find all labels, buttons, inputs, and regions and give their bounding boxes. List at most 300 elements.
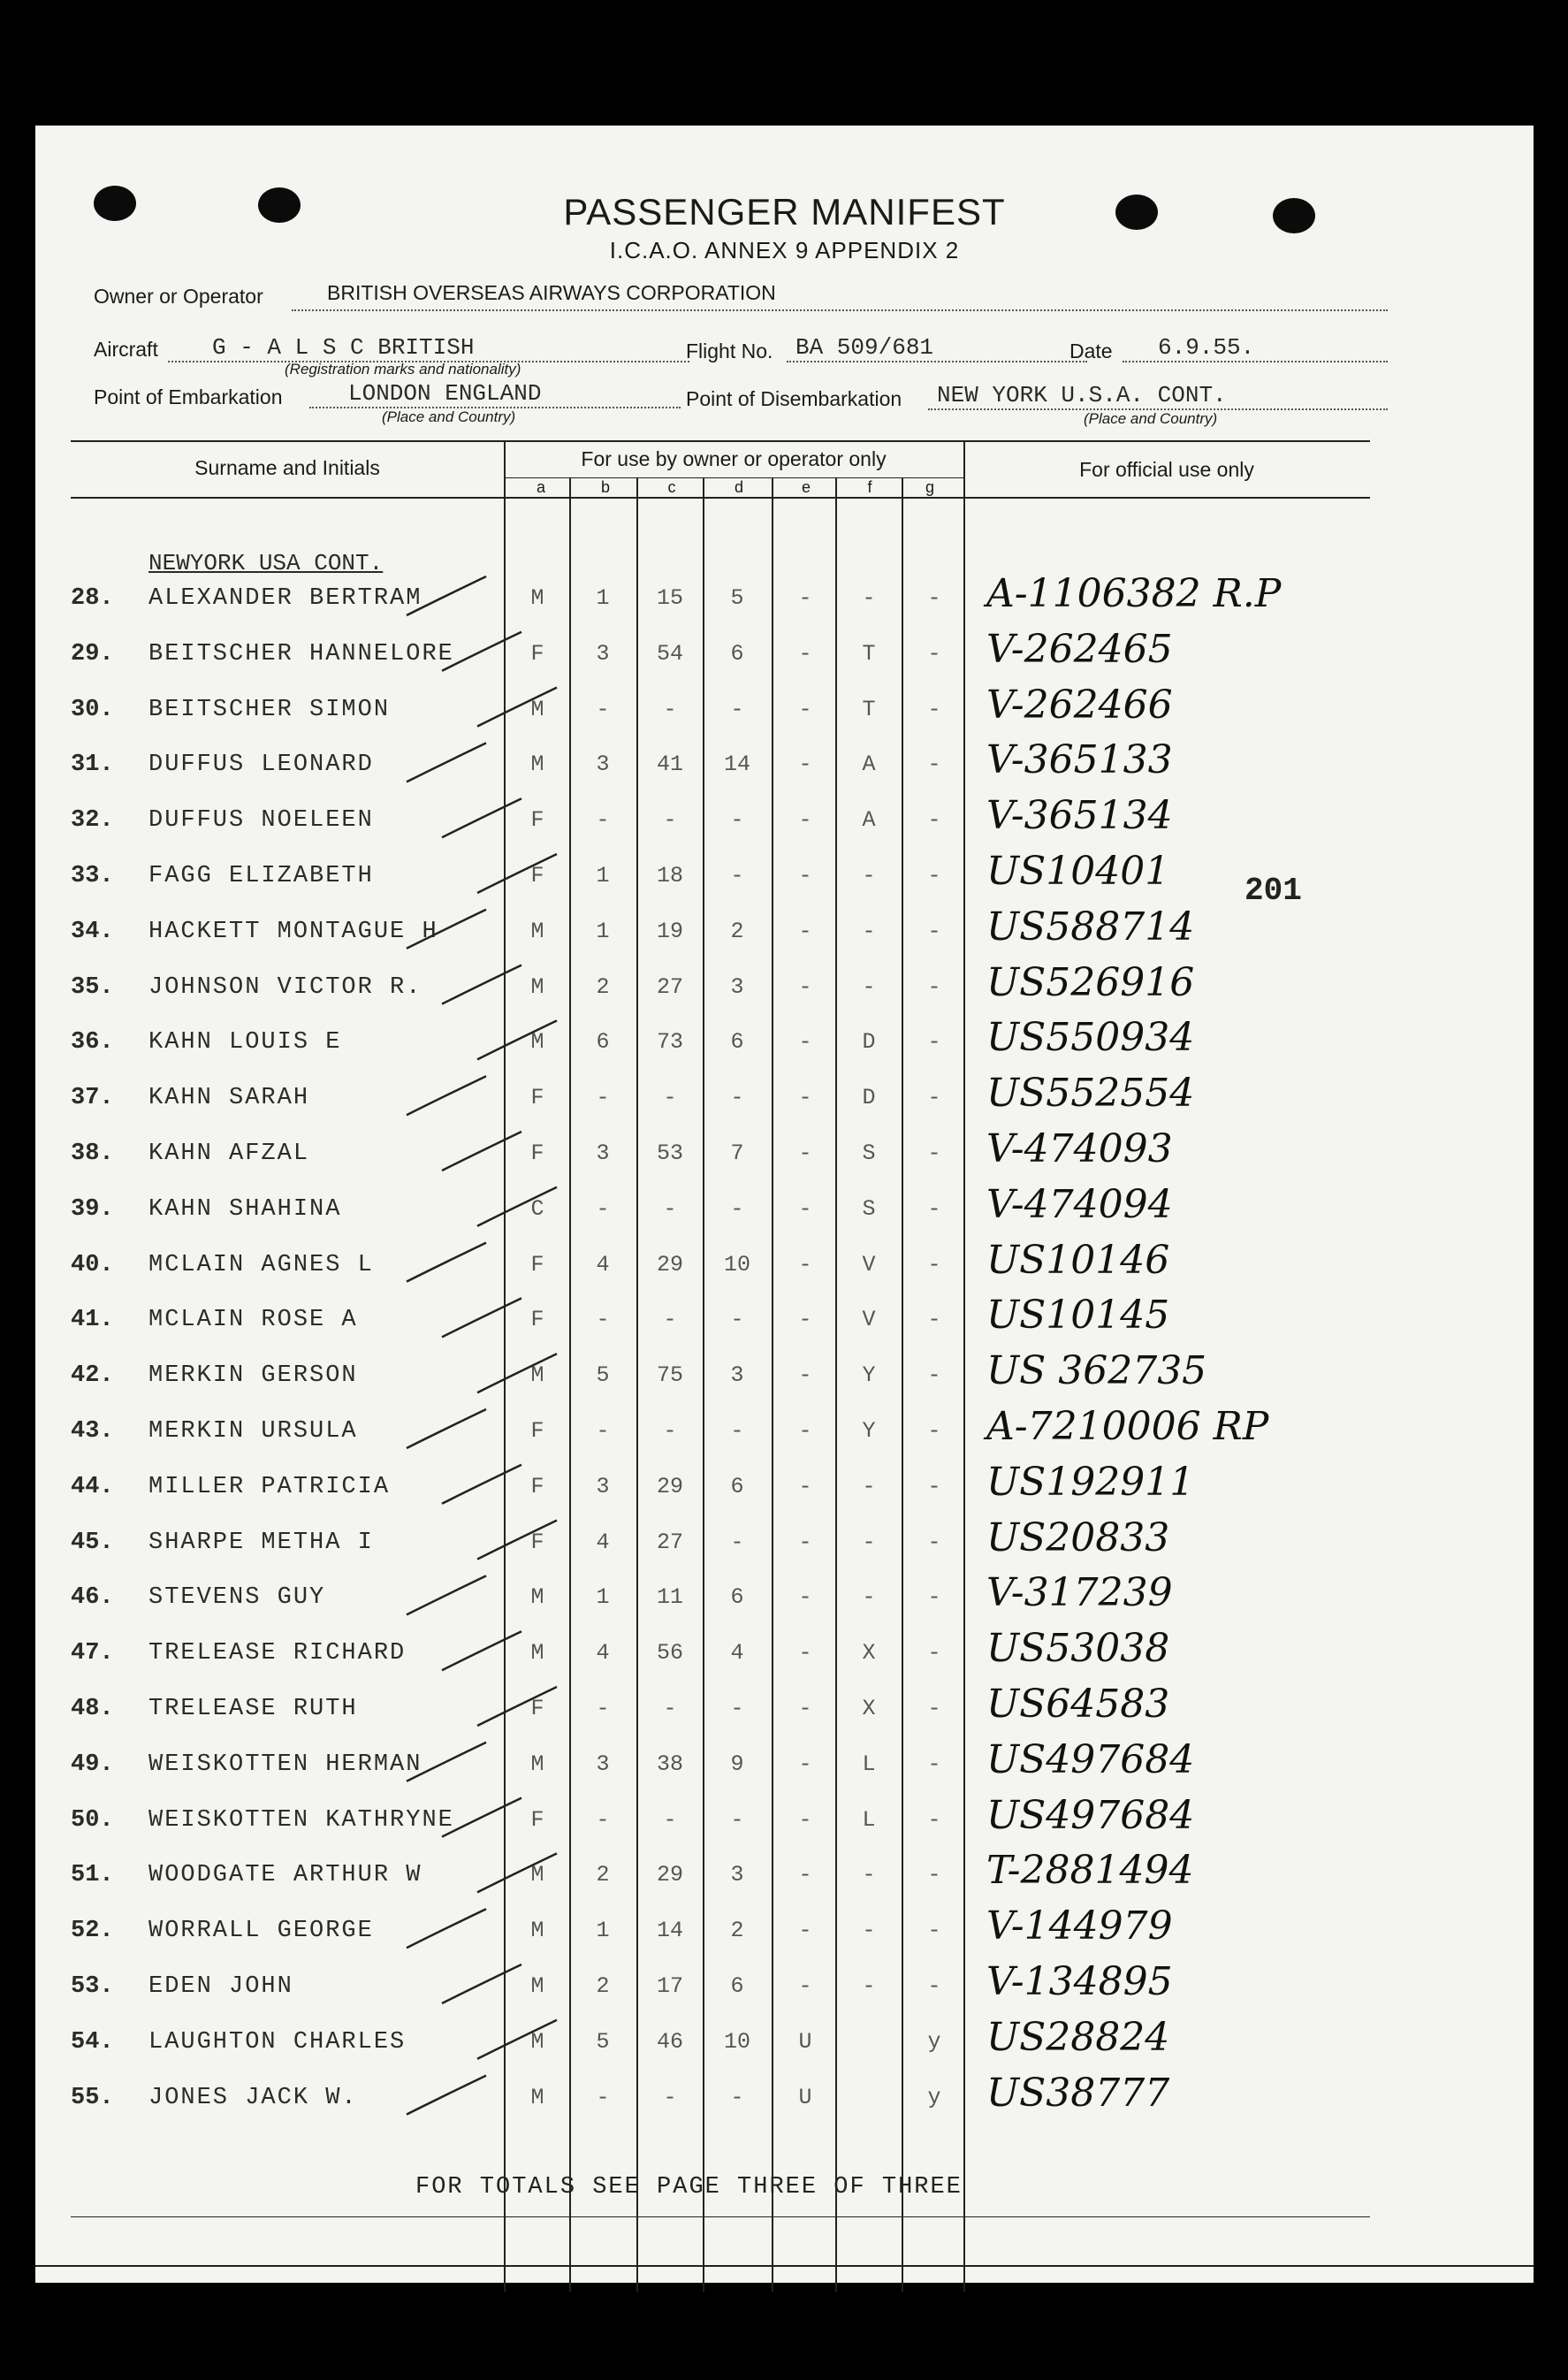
col-f-value: L xyxy=(862,1806,876,1833)
row-number: 34. xyxy=(71,918,114,945)
subcol-f: f xyxy=(867,478,872,496)
row-number: 49. xyxy=(71,1751,114,1778)
row-number: 39. xyxy=(71,1195,114,1223)
col-f-value: - xyxy=(862,1584,876,1611)
official-handwritten-entry: US38777 xyxy=(986,2070,1170,2116)
check-stroke xyxy=(477,1354,557,1392)
check-stroke xyxy=(442,1132,521,1171)
col-g-value: - xyxy=(927,1529,941,1555)
col-b-value: 4 xyxy=(596,1640,610,1667)
page-number: 201 xyxy=(1245,873,1302,909)
col-e-value: - xyxy=(798,1418,812,1444)
passenger-name: FAGG ELIZABETH xyxy=(148,863,374,889)
col-f-value: L xyxy=(862,1751,876,1777)
row-number: 47. xyxy=(71,1640,114,1667)
col-b-value: 1 xyxy=(596,1584,610,1611)
col-c-value: - xyxy=(663,1085,677,1111)
col-e-value: - xyxy=(798,973,812,1000)
col-g-value: - xyxy=(927,1251,941,1278)
col-a-value: M xyxy=(530,1584,544,1611)
col-d-value: 3 xyxy=(730,1362,744,1389)
subcol-a: a xyxy=(536,478,545,496)
col-a-value: M xyxy=(530,751,544,778)
col-f-value: D xyxy=(862,1085,876,1111)
col-a-value: F xyxy=(530,1418,544,1444)
passenger-name: STEVENS GUY xyxy=(148,1584,326,1612)
col-c-value: 38 xyxy=(656,1751,683,1777)
col-f-value: S xyxy=(862,1140,876,1166)
date-label: Date xyxy=(1069,339,1113,362)
col-c-value: 19 xyxy=(656,918,683,944)
col-e-value: - xyxy=(798,1307,812,1333)
col-c-value: - xyxy=(663,1806,677,1833)
col-e-value: - xyxy=(798,1696,812,1721)
totals-note: FOR TOTALS SEE PAGE THREE OF THREE xyxy=(415,2174,963,2201)
registration-note: (Registration marks and nationality) xyxy=(285,361,521,378)
row-number: 32. xyxy=(71,807,114,835)
col-c-value: 11 xyxy=(656,1584,683,1611)
col-a-value: F xyxy=(530,1085,544,1111)
col-a-value: F xyxy=(530,1806,544,1833)
col-a-value: F xyxy=(530,1529,544,1555)
passenger-name: WOODGATE ARTHUR W xyxy=(148,1862,422,1889)
col-e-value: - xyxy=(798,807,812,834)
official-handwritten-entry: US550934 xyxy=(986,1015,1195,1061)
col-g-value: - xyxy=(927,1973,941,1999)
col-b-value: 3 xyxy=(596,1751,610,1777)
col-g-value: - xyxy=(927,1584,941,1611)
aircraft-label: Aircraft xyxy=(94,338,158,361)
col-b-value: 3 xyxy=(596,1473,610,1499)
col-f-value: X xyxy=(862,1696,876,1721)
col-e-value: - xyxy=(798,1806,812,1833)
row-number: 53. xyxy=(71,1973,114,2000)
passenger-name: MERKIN URSULA xyxy=(148,1418,358,1445)
col-g-value: - xyxy=(927,696,941,722)
row-number: 45. xyxy=(71,1529,114,1556)
official-handwritten-entry: V-317239 xyxy=(986,1570,1173,1616)
col-g-value: - xyxy=(927,1085,941,1111)
subcol-c: c xyxy=(667,478,676,496)
col-e-value: - xyxy=(798,863,812,889)
col-f-value: A xyxy=(862,807,876,834)
col-g-value: - xyxy=(927,918,941,944)
col-d-value: 2 xyxy=(730,918,744,944)
check-stroke xyxy=(442,1964,521,2003)
col-f-value: V xyxy=(862,1307,876,1333)
col-c-value: 17 xyxy=(656,1973,683,1999)
col-b-value: 2 xyxy=(596,973,610,1000)
row-number: 28. xyxy=(71,585,114,612)
col-b-value: 2 xyxy=(596,1862,610,1888)
bottom-rule xyxy=(35,2265,1534,2267)
col-a-value: F xyxy=(530,1251,544,1278)
col-d-value: - xyxy=(730,1085,744,1111)
col-d-value: - xyxy=(730,2084,744,2110)
embark-value: LONDON ENGLAND xyxy=(348,380,542,407)
col-a-value: M xyxy=(530,1973,544,1999)
row-number: 38. xyxy=(71,1140,114,1167)
check-stroke xyxy=(407,1409,486,1448)
passenger-name: TRELEASE RUTH xyxy=(148,1696,358,1722)
totals-rule xyxy=(71,2216,1370,2217)
check-stroke xyxy=(477,1020,557,1059)
col-a-value: M xyxy=(530,2084,544,2110)
passenger-name: HACKETT MONTAGUE H xyxy=(148,918,438,945)
col-a-value: M xyxy=(530,1862,544,1888)
col-c-value: 14 xyxy=(656,1918,683,1944)
manifest-page xyxy=(35,126,1534,2283)
col-e-value: - xyxy=(798,1473,812,1499)
row-number: 29. xyxy=(71,640,114,667)
official-handwritten-entry: V-262466 xyxy=(986,682,1173,728)
col-b-value: - xyxy=(596,696,610,722)
col-a-value: M xyxy=(530,1029,544,1056)
col-f-value: - xyxy=(862,1473,876,1499)
check-stroke xyxy=(407,743,486,782)
check-stroke xyxy=(407,1076,486,1115)
check-stroke xyxy=(477,1521,557,1560)
date-value: 6.9.55. xyxy=(1158,334,1255,361)
official-handwritten-entry: US64583 xyxy=(986,1682,1170,1727)
col-c-value: 27 xyxy=(656,1529,683,1555)
col-g-value: - xyxy=(927,585,941,611)
col-c-value: 29 xyxy=(656,1251,683,1278)
col-header-official: For official use only xyxy=(1079,458,1254,481)
col-g-value: - xyxy=(927,1640,941,1667)
col-a-value: F xyxy=(530,807,544,834)
col-d-value: 6 xyxy=(730,1029,744,1056)
col-d-value: - xyxy=(730,1418,744,1444)
check-stroke xyxy=(407,910,486,949)
check-stroke xyxy=(407,1243,486,1282)
col-b-value: - xyxy=(596,1806,610,1833)
check-stroke xyxy=(407,1575,486,1614)
row-number: 35. xyxy=(71,973,114,1001)
check-stroke xyxy=(407,1743,486,1781)
col-c-value: 73 xyxy=(656,1029,683,1056)
col-d-value: 2 xyxy=(730,1918,744,1944)
manifest-title: PASSENGER MANIFEST xyxy=(563,191,1006,233)
col-a-value: F xyxy=(530,1473,544,1499)
col-d-value: 3 xyxy=(730,1862,744,1888)
col-g-value: - xyxy=(927,973,941,1000)
disembark-label: Point of Disembarkation xyxy=(686,387,902,410)
official-handwritten-entry: US10401 xyxy=(986,849,1170,894)
col-g-value: y xyxy=(927,2028,941,2055)
col-g-value: y xyxy=(927,2084,941,2110)
col-f-value: V xyxy=(862,1251,876,1278)
official-handwritten-entry: US192911 xyxy=(986,1459,1195,1505)
passenger-name: JONES JACK W. xyxy=(148,2084,358,2111)
col-a-value: M xyxy=(530,1918,544,1944)
col-e-value: - xyxy=(798,1529,812,1555)
row-number: 52. xyxy=(71,1918,114,1945)
passenger-name: MCLAIN AGNES L xyxy=(148,1251,374,1278)
col-d-value: 4 xyxy=(730,1640,744,1667)
col-c-value: 15 xyxy=(656,585,683,611)
check-stroke xyxy=(442,798,521,837)
col-c-value: 29 xyxy=(656,1862,683,1888)
subcol-b: b xyxy=(600,478,610,496)
official-handwritten-entry: V-134895 xyxy=(986,1959,1173,2004)
col-d-value: 10 xyxy=(723,2028,750,2055)
col-e-value: - xyxy=(798,1362,812,1389)
col-e-value: - xyxy=(798,1195,812,1222)
col-a-value: M xyxy=(530,1640,544,1667)
col-e-value: - xyxy=(798,751,812,778)
passenger-name: KAHN LOUIS E xyxy=(148,1029,342,1057)
check-stroke xyxy=(407,1909,486,1948)
col-f-value: X xyxy=(862,1640,876,1667)
col-e-value: - xyxy=(798,1640,812,1667)
check-stroke xyxy=(407,576,486,615)
col-a-value: F xyxy=(530,640,544,667)
col-header-owner: For use by owner or operator only xyxy=(581,447,887,470)
col-d-value: 6 xyxy=(730,640,744,667)
col-g-value: - xyxy=(927,863,941,889)
col-f-value: A xyxy=(862,751,876,778)
col-c-value: - xyxy=(663,1696,677,1721)
col-a-value: M xyxy=(530,1362,544,1389)
check-stroke xyxy=(442,1798,521,1837)
passenger-name: EDEN JOHN xyxy=(148,1973,293,2000)
check-stroke xyxy=(477,1187,557,1226)
col-d-value: - xyxy=(730,807,744,834)
col-d-value: - xyxy=(730,1307,744,1333)
col-e-value: - xyxy=(798,696,812,722)
official-handwritten-entry: US10146 xyxy=(986,1237,1170,1283)
col-c-value: 27 xyxy=(656,973,683,1000)
official-handwritten-entry: US20833 xyxy=(986,1514,1170,1560)
col-b-value: - xyxy=(596,1696,610,1721)
col-g-value: - xyxy=(927,1418,941,1444)
passenger-name: DUFFUS NOELEEN xyxy=(148,807,374,835)
col-d-value: 6 xyxy=(730,1473,744,1499)
passenger-name: WEISKOTTEN KATHRYNE xyxy=(148,1806,454,1834)
passenger-name: KAHN AFZAL xyxy=(148,1140,310,1167)
col-b-value: 5 xyxy=(596,2028,610,2055)
check-stroke xyxy=(477,1687,557,1726)
col-g-value: - xyxy=(927,1195,941,1222)
official-handwritten-entry: US526916 xyxy=(986,959,1195,1005)
col-c-value: - xyxy=(663,1418,677,1444)
passenger-name: ALEXANDER BERTRAM xyxy=(148,585,422,612)
col-d-value: - xyxy=(730,1529,744,1555)
row-number: 33. xyxy=(71,863,114,889)
passenger-name: DUFFUS LEONARD xyxy=(148,751,374,779)
col-d-value: - xyxy=(730,1806,744,1833)
col-b-value: 1 xyxy=(596,1918,610,1944)
row-number: 30. xyxy=(71,696,114,723)
row-number: 46. xyxy=(71,1584,114,1612)
col-e-value: - xyxy=(798,1751,812,1777)
flight-value: BA 509/681 xyxy=(795,334,934,361)
col-e-value: - xyxy=(798,1085,812,1111)
official-handwritten-entry: US10145 xyxy=(986,1293,1170,1339)
section-heading: NEWYORK USA CONT. xyxy=(148,550,384,576)
col-e-value: - xyxy=(798,1918,812,1944)
col-f-value: - xyxy=(862,863,876,889)
passenger-name: SHARPE METHA I xyxy=(148,1529,374,1556)
passenger-name: MERKIN GERSON xyxy=(148,1362,358,1390)
row-number: 41. xyxy=(71,1307,114,1334)
col-e-value: - xyxy=(798,640,812,667)
passenger-name: KAHN SARAH xyxy=(148,1085,310,1112)
col-f-value: - xyxy=(862,973,876,1000)
col-g-value: - xyxy=(927,807,941,834)
embark-note: (Place and Country) xyxy=(382,408,516,425)
col-e-value: - xyxy=(798,1862,812,1888)
col-c-value: 54 xyxy=(656,640,683,667)
col-g-value: - xyxy=(927,640,941,667)
col-c-value: 53 xyxy=(656,1140,683,1166)
manifest-subtitle: I.C.A.O. ANNEX 9 APPENDIX 2 xyxy=(609,237,960,263)
col-g-value: - xyxy=(927,1307,941,1333)
check-stroke xyxy=(477,688,557,727)
col-d-value: - xyxy=(730,696,744,722)
col-f-value: - xyxy=(862,1973,876,1999)
subcol-e: e xyxy=(801,478,811,496)
subcol-g: g xyxy=(925,478,934,496)
passenger-name: JOHNSON VICTOR R. xyxy=(148,973,422,1001)
col-f-value: T xyxy=(862,696,876,722)
handwritten-check-strokes xyxy=(35,126,1534,2283)
col-b-value: - xyxy=(596,1085,610,1111)
col-b-value: 5 xyxy=(596,1362,610,1389)
col-e-value: - xyxy=(798,1140,812,1166)
col-b-value: - xyxy=(596,1418,610,1444)
col-c-value: 29 xyxy=(656,1473,683,1499)
col-f-value: - xyxy=(862,918,876,944)
embark-label: Point of Embarkation xyxy=(94,385,283,408)
disembark-value: NEW YORK U.S.A. CONT. xyxy=(937,382,1227,408)
row-number: 54. xyxy=(71,2028,114,2056)
col-f-value: D xyxy=(862,1029,876,1056)
col-b-value: 6 xyxy=(596,1029,610,1056)
col-d-value: 6 xyxy=(730,1973,744,1999)
col-g-value: - xyxy=(927,1362,941,1389)
official-handwritten-entry: US53038 xyxy=(986,1626,1170,1672)
col-c-value: 46 xyxy=(656,2028,683,2055)
col-e-value: U xyxy=(798,2028,812,2055)
official-handwritten-entry: V-474093 xyxy=(986,1126,1173,1171)
passenger-name: KAHN SHAHINA xyxy=(148,1195,342,1223)
check-stroke xyxy=(407,2076,486,2115)
row-number: 42. xyxy=(71,1362,114,1390)
official-handwritten-entry: US497684 xyxy=(986,1792,1195,1838)
col-g-value: - xyxy=(927,1696,941,1721)
col-b-value: 2 xyxy=(596,1973,610,1999)
check-stroke xyxy=(442,965,521,1004)
col-a-value: F xyxy=(530,863,544,889)
col-d-value: 9 xyxy=(730,1751,744,1777)
col-g-value: - xyxy=(927,1140,941,1166)
col-g-value: - xyxy=(927,1473,941,1499)
check-stroke xyxy=(477,854,557,893)
official-handwritten-entry: US28824 xyxy=(986,2014,1170,2060)
col-b-value: 4 xyxy=(596,1529,610,1555)
row-number: 51. xyxy=(71,1862,114,1889)
col-b-value: 3 xyxy=(596,1140,610,1166)
passenger-name: MILLER PATRICIA xyxy=(148,1473,391,1500)
official-handwritten-entry: US497684 xyxy=(986,1736,1195,1782)
check-stroke xyxy=(442,1298,521,1337)
col-f-value: T xyxy=(862,640,876,667)
col-b-value: 4 xyxy=(596,1251,610,1278)
official-handwritten-entry: US588714 xyxy=(986,904,1195,950)
col-f-value: - xyxy=(862,1918,876,1944)
official-handwritten-entry: V-144979 xyxy=(986,1903,1173,1949)
col-g-value: - xyxy=(927,1751,941,1777)
official-handwritten-entry: A-1106382 R.P xyxy=(986,571,1282,616)
col-g-value: - xyxy=(927,1862,941,1888)
col-e-value: - xyxy=(798,1029,812,1056)
col-a-value: C xyxy=(530,1195,544,1222)
col-e-value: U xyxy=(798,2084,812,2110)
col-a-value: M xyxy=(530,2028,544,2055)
col-c-value: 75 xyxy=(656,1362,683,1389)
passenger-name: TRELEASE RICHARD xyxy=(148,1640,407,1667)
col-d-value: 10 xyxy=(723,1251,750,1278)
col-b-value: 3 xyxy=(596,640,610,667)
col-c-value: 56 xyxy=(656,1640,683,1667)
col-b-value: - xyxy=(596,1307,610,1333)
col-a-value: M xyxy=(530,973,544,1000)
col-g-value: - xyxy=(927,1918,941,1944)
row-number: 31. xyxy=(71,751,114,779)
col-b-value: - xyxy=(596,807,610,834)
passenger-name: BEITSCHER SIMON xyxy=(148,696,391,723)
official-handwritten-entry: V-262465 xyxy=(986,626,1173,672)
official-handwritten-entry: T-2881494 xyxy=(986,1848,1194,1894)
col-f-value: - xyxy=(862,585,876,611)
col-b-value: 1 xyxy=(596,585,610,611)
col-a-value: M xyxy=(530,585,544,611)
col-c-value: - xyxy=(663,2084,677,2110)
row-number: 36. xyxy=(71,1029,114,1057)
row-number: 50. xyxy=(71,1806,114,1834)
aircraft-value: G - A L S C BRITISH xyxy=(212,334,475,361)
col-f-value: - xyxy=(862,1529,876,1555)
official-handwritten-entry: V-365133 xyxy=(986,737,1173,783)
col-b-value: - xyxy=(596,1195,610,1222)
official-handwritten-entry: A-7210006 RP xyxy=(986,1404,1269,1449)
passenger-name: WORRALL GEORGE xyxy=(148,1918,374,1945)
col-c-value: 18 xyxy=(656,863,683,889)
row-number: 44. xyxy=(71,1473,114,1500)
col-d-value: - xyxy=(730,1195,744,1222)
col-d-value: - xyxy=(730,1696,744,1721)
flight-label: Flight No. xyxy=(686,339,773,362)
official-handwritten-entry: V-365134 xyxy=(986,793,1173,839)
col-a-value: M xyxy=(530,918,544,944)
col-a-value: M xyxy=(530,1751,544,1777)
row-number: 40. xyxy=(71,1251,114,1278)
col-d-value: 14 xyxy=(723,751,750,778)
col-e-value: - xyxy=(798,918,812,944)
row-number: 37. xyxy=(71,1085,114,1112)
owner-label: Owner or Operator xyxy=(94,285,263,308)
col-c-value: - xyxy=(663,807,677,834)
col-d-value: 7 xyxy=(730,1140,744,1166)
col-d-value: 3 xyxy=(730,973,744,1000)
col-f-value: - xyxy=(862,1862,876,1888)
col-a-value: M xyxy=(530,696,544,722)
col-b-value: - xyxy=(596,2084,610,2110)
col-a-value: F xyxy=(530,1140,544,1166)
passenger-name: WEISKOTTEN HERMAN xyxy=(148,1751,422,1778)
